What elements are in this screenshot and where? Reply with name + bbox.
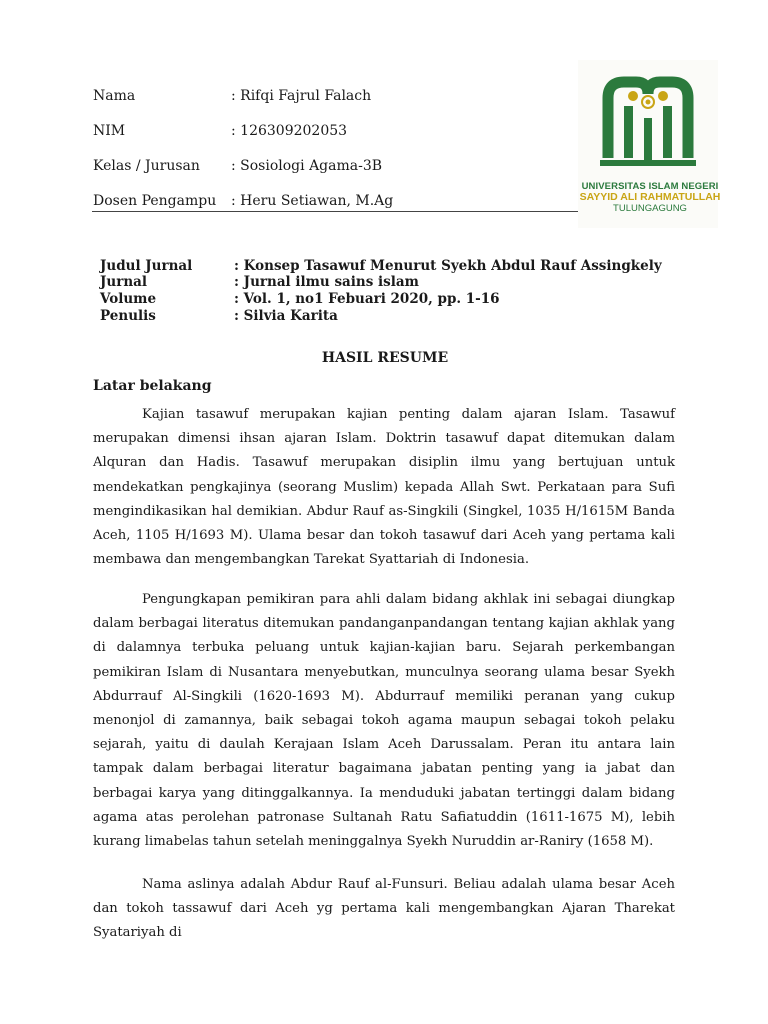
body-paragraph-3: Nama aslinya adalah Abdur Rauf al-Funsuri. Beliau adalah ulama besar Aceh dan tokoh tassawuf dari Aceh yg pertama kali mengembangkan Ajaran Tharekat Syatariyah di bbox=[93, 877, 675, 941]
body-paragraph-1: Kajian tasawuf merupakan kajian penting dalam ajaran Islam. Tasawuf merupakan dimensi ihsan ajaran Islam. Doktrin tasawuf dapat ditemukan dalam Alquran dan Hadis. Tasawuf merupakan disiplin ilmu yang bertujuan untuk mendekatkan pengkajinya (seorang Muslim) kepada Allah Swt. Perkataan para Sufi mengindikasikan hal demikian. Abdur Rauf as-Singkili (Singkel, 1035 H/1615M Banda Aceh, 1105 H/1693 M). Ulama besar dan tokoh tasawuf dari Aceh yang pertama kali membawa dan mengembangkan Tarekat Syattariah di Indonesia. bbox=[93, 407, 675, 568]
identity-value: : Heru Setiawan, M.Ag bbox=[231, 193, 394, 209]
logo-text-line1: UNIVERSITAS ISLAM NEGERI bbox=[581, 181, 719, 192]
document-title: HASIL RESUME bbox=[321, 350, 449, 366]
journal-label: Jurnal bbox=[100, 274, 148, 290]
identity-label: Dosen Pengampu bbox=[93, 193, 217, 209]
identity-label: NIM bbox=[93, 123, 126, 139]
body-paragraph-2: Pengungkapan pemikiran para ahli dalam bidang akhlak ini sebagai diungkap dalam berbagai literatus ditemukan pandanganpandangan tentang kajian akhlak yang di dalamnya terbuka peluang untuk kajian-kajian baru. Sejarah perkembangan pemikiran Islam di Nusantara menyebutkan, munculnya seorang ulama besar Syekh Abdurrauf Al-Singkili (1620-1693 M). Abdurrauf memiliki peranan yang cukup menonjol di zamannya, baik sebagai tokoh agama maupun sebagai tokoh pelaku sejarah, yaitu di daulah Kerajaan Islam Aceh Darussalam. Peran itu antara lain tampak dalam berbagai literatur bagaimana jabatan penting yang ia jabat dan berbagai karya yang ditinggalkannya. Ia menduduki jabatan tertinggi dalam bidang agama atas perolehan patronase Sultanah Ratu Safiatuddin (1611-1675 M), lebih kurang limabelas tahun setelah meninggalnya Syekh Nuruddin ar-Raniry (1658 M). bbox=[93, 592, 675, 850]
journal-value: : Silvia Karita bbox=[234, 308, 338, 324]
section-heading: Latar belakang bbox=[93, 378, 212, 394]
identity-value: : Sosiologi Agama-3B bbox=[231, 158, 383, 174]
journal-label: Volume bbox=[100, 291, 157, 307]
identity-label: Kelas / Jurusan bbox=[93, 158, 200, 174]
logo-text-line2: SAYYID ALI RAHMATULLAH bbox=[579, 191, 721, 203]
journal-value: : Konsep Tasawuf Menurut Syekh Abdul Rauf Assingkely bbox=[234, 258, 662, 274]
journal-value: : Jurnal ilmu sains islam bbox=[234, 274, 419, 290]
logo-text-line3: TULUNGAGUNG bbox=[613, 203, 687, 214]
journal-value: : Vol. 1, no1 Febuari 2020, pp. 1-16 bbox=[234, 291, 500, 307]
identity-label: Nama bbox=[93, 88, 136, 104]
identity-value: : Rifqi Fajrul Falach bbox=[231, 88, 372, 104]
journal-label: Judul Jurnal bbox=[100, 258, 193, 274]
identity-value: : 126309202053 bbox=[231, 123, 348, 139]
journal-label: Penulis bbox=[100, 308, 156, 324]
